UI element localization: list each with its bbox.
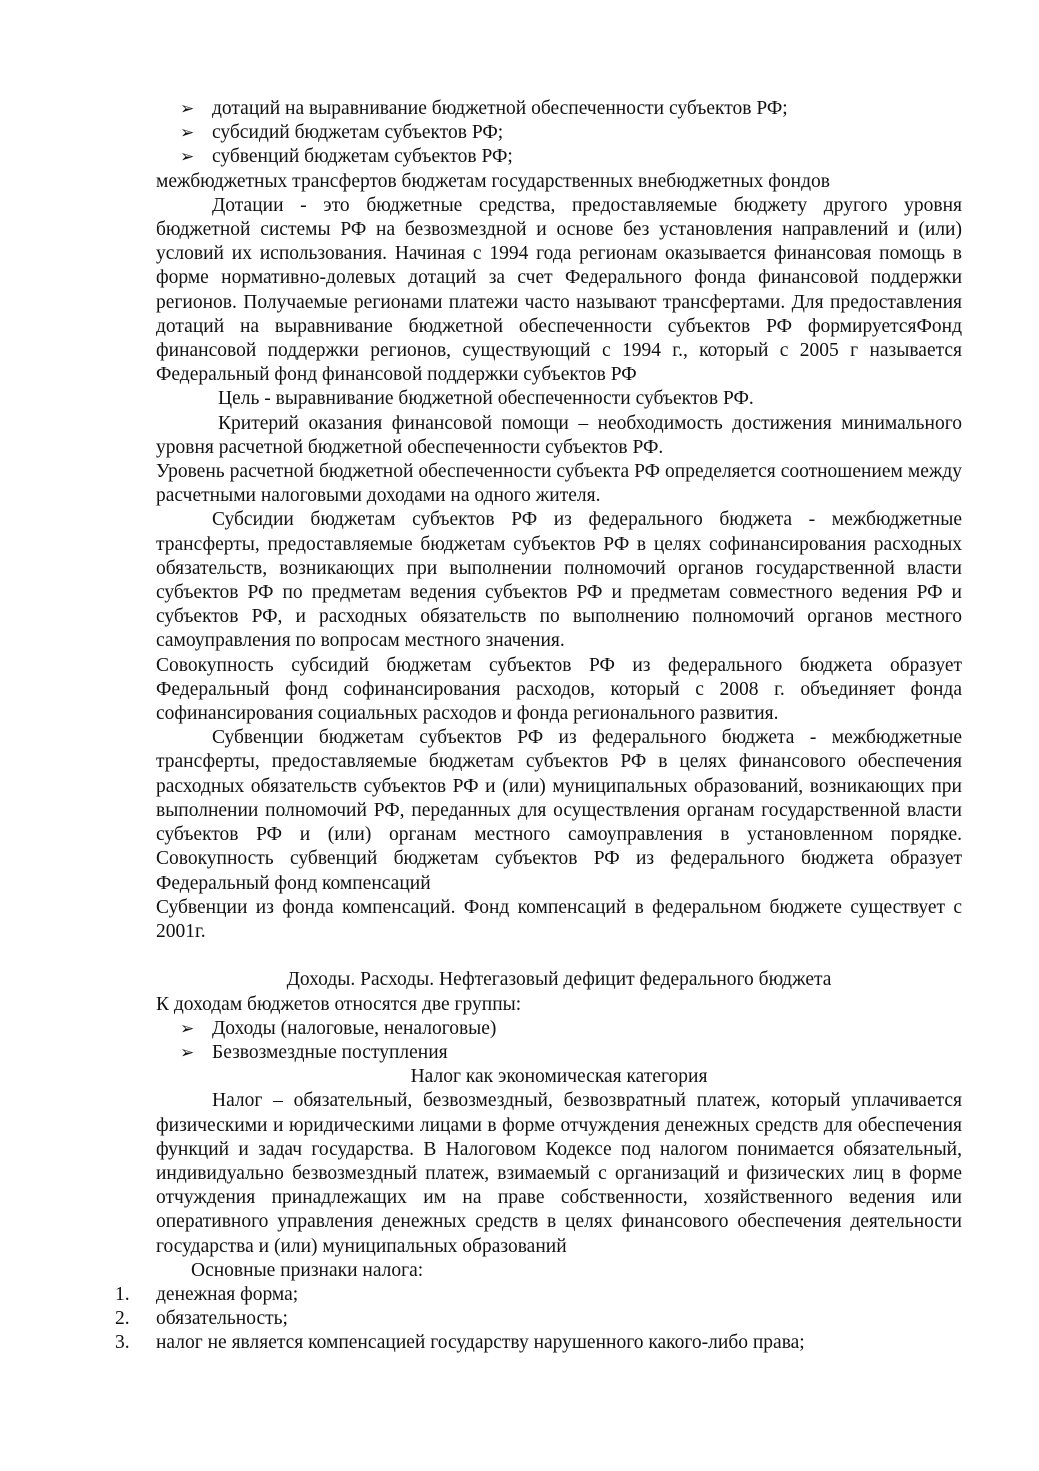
list-number: 1. — [115, 1283, 130, 1305]
paragraph-income-groups: К доходам бюджетов относятся две группы: — [156, 993, 522, 1015]
list-item: ➢ субсидий бюджетам субъектов РФ; — [156, 121, 962, 145]
paragraph-subventions-fund: Субвенции из фонда компенсаций. Фонд компенсаций в федеральном бюджете существует с 2001г. — [156, 896, 962, 942]
paragraph-level: Уровень расчетной бюджетной обеспеченности субъекта РФ определяется соотношением между расчетными налоговыми доходами на одного жителя. — [156, 461, 962, 507]
arrow-bullet-icon: ➢ — [180, 147, 195, 168]
list-item: 2. обязательность; — [156, 1307, 962, 1331]
paragraph-subsidies-total: Совокупность субсидий бюджетам субъектов РФ из федерального бюджета образует Федеральный фонд софинансирования расходов, который с 2008 г. объединяет фонда софинансирования социальных расходов и фонда регионального развития. — [156, 654, 962, 725]
paragraph-criterion: Критерий оказания финансовой помощи – необходимость достижения минимального уровня расчетной бюджетной обеспеченности субъектов РФ. — [156, 412, 962, 458]
paragraph-tax: Налог – обязательный, безвозмездный, безвозвратный платеж, который уплачивается физическими и юридическими лицами в форме отчуждения денежных средств для обеспечения функций и задач государства. В Налоговом Кодексе под налогом понимается обязательный, индивидуально безвозмездный платеж, взимаемый с организаций и физических лиц в форме отчуждения принадлежащих им на праве собственности, хозяйственного ведения или оперативного управления денежных средств в целях финансового обеспечения деятельности государства и (или) муниципальных образований — [156, 1090, 962, 1257]
paragraph-dotations: Дотации - это бюджетные средства, предоставляемые бюджету другого уровня бюджетной системы РФ на безвозмездной и основе без установления направлений и (или) условий их использования. Начиная с 1994 года регионам оказывается финансовая помощь в форме нормативно-долевых дотаций за счет Федерального фонда финансовой поддержки регионов. Получаемые регионами платежи часто называют трансфертами. Для предоставления дотаций на выравнивание бюджетной обеспеченности субъектов РФ формируетсяФонд финансовой поддержки регионов, существующий с 1994 г., который с 2005 г называется Федеральный фонд финансовой поддержки субъектов РФ — [156, 194, 962, 386]
list-item: ➢ субвенций бюджетам субъектов РФ; — [156, 145, 962, 169]
bullet-list-income — [156, 1017, 962, 1065]
arrow-bullet-icon: ➢ — [180, 1018, 195, 1039]
list-item: ➢ дотаций на выравнивание бюджетной обеспеченности субъектов РФ; — [156, 97, 962, 121]
numbered-list-tax-features — [115, 1283, 962, 1356]
paragraph-subventions: Субвенции бюджетам субъектов РФ из федерального бюджета - межбюджетные трансферты, предоставляемые бюджетам субъектов РФ в целях финансового обеспечения расходных обязательств субъектов РФ и (или) муниципальных образований, возникающих при выполнении полномочий РФ, переданных для осуществления органам государственной власти субъектов РФ и (или) органам местного самоуправления в установленном порядке. Совокупность субвенций бюджетам субъектов РФ из федерального бюджета образует Федеральный фонд компенсаций — [156, 727, 962, 894]
list-item: 3. налог не является компенсацией государству нарушенного какого-либо права; — [156, 1331, 962, 1355]
blank-line — [156, 944, 962, 968]
paragraph-tax-features: Основные признаки налога: — [191, 1259, 424, 1281]
arrow-bullet-icon: ➢ — [180, 1042, 195, 1063]
list-number: 2. — [115, 1308, 130, 1330]
arrow-bullet-icon: ➢ — [180, 99, 195, 119]
paragraph-subsidies: Субсидии бюджетам субъектов РФ из федерального бюджета - межбюджетные трансферты, предоставляемые бюджетам субъектов РФ в целях софинансирования расходных обязательств, возникающих при выполнении полномочий органов государственной власти субъектов РФ по предметам ведения субъектов РФ и предметам совместного ведения РФ и субъектов РФ, и расходных обязательств по выполнению полномочий органов местного самоуправления по вопросам местного значения. — [156, 509, 962, 652]
paragraph-transfers: межбюджетных трансфертов бюджетам государственных внебюджетных фондов — [156, 170, 830, 192]
heading-income: Доходы. Расходы. Нефтегазовый дефицит федерального бюджета — [286, 969, 832, 991]
document-page — [115, 97, 962, 1356]
list-number: 3. — [115, 1332, 130, 1354]
list-item: ➢ Безвозмездные поступления — [156, 1041, 962, 1065]
list-item: 1. денежная форма; — [156, 1283, 962, 1307]
heading-tax: Налог как экономическая категория — [410, 1066, 708, 1088]
paragraph-goal: Цель - выравнивание бюджетной обеспеченности субъектов РФ. — [218, 388, 754, 410]
arrow-bullet-icon: ➢ — [180, 123, 195, 144]
list-item: ➢ Доходы (налоговые, неналоговые) — [156, 1017, 962, 1041]
bullet-list-transfers — [156, 97, 962, 170]
